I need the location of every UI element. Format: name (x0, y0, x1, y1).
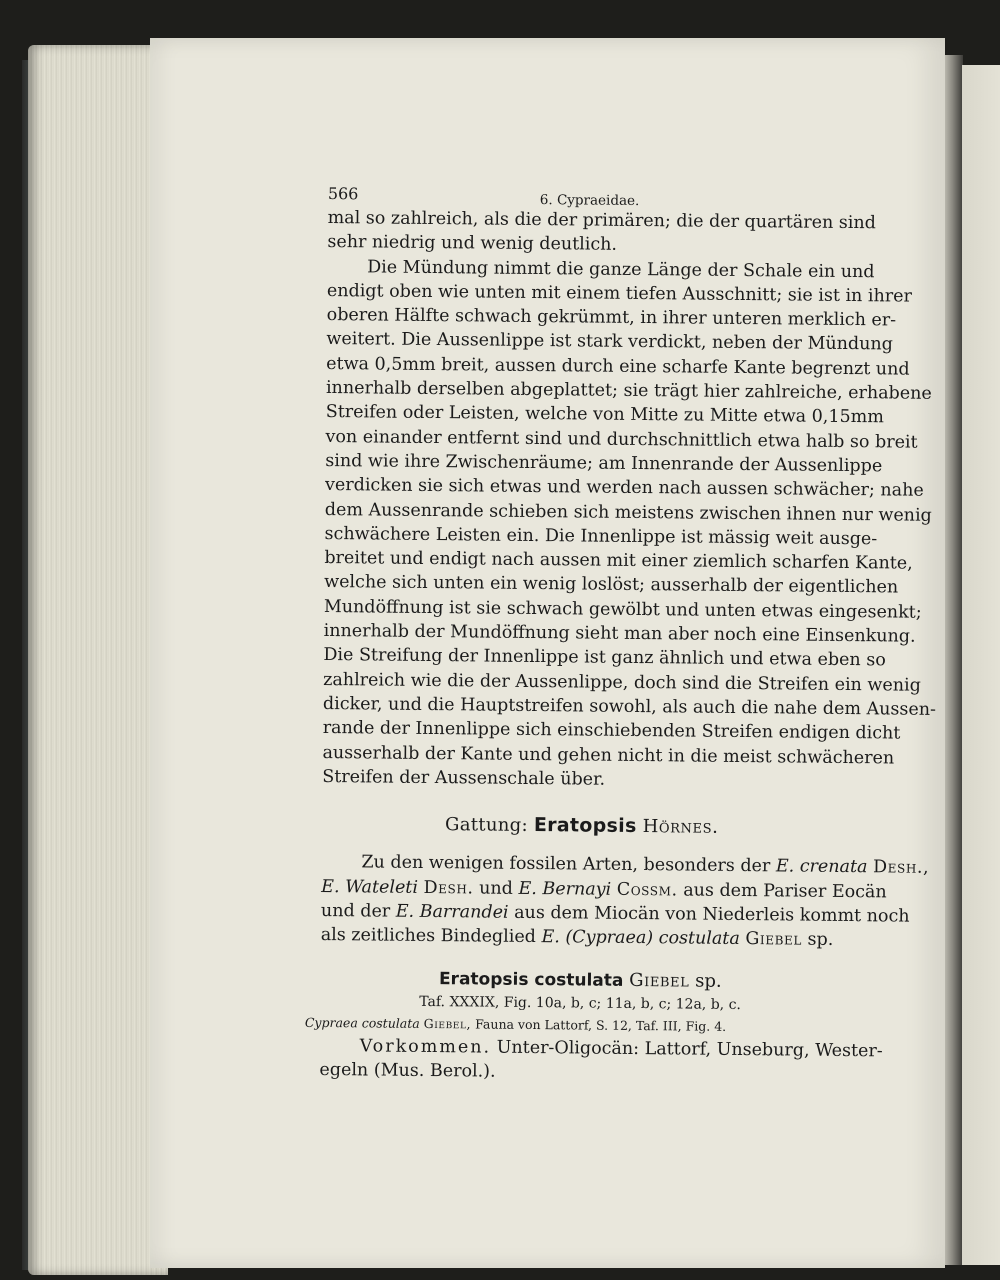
text-span: und der (320, 900, 391, 922)
species-author: Cossm. (616, 879, 678, 901)
text-line: sehr niedrig und wenig deutlich. (327, 232, 618, 256)
species-name: E. Bernayi (518, 878, 612, 900)
text-line: rande der Innenlippe sich einschiebenden Streifen endigen dicht (322, 718, 901, 744)
text-line: mal so zahlreich, als die der primären; die der quartären sind (327, 207, 876, 234)
synonym-author: Giebel, (423, 1015, 472, 1032)
text-line: breitet und endigt nach aussen mit einer ziemlich scharfen Kante, (324, 548, 913, 574)
text-line: welche sich unten ein wenig loslöst; ausserhalb der eigentlichen (324, 572, 899, 598)
species-author: Giebel (745, 929, 803, 950)
species-title-name: Eratopsis costulata (438, 968, 624, 991)
text-line: Streifen oder Leisten, welche von Mitte zu Mitte etwa 0,15mm (325, 402, 884, 428)
genus-name: Eratopsis (533, 814, 637, 838)
text-line (321, 923, 841, 952)
text-line: schwächere Leisten ein. Die Innenlippe ist mässig weit ausge- (324, 523, 878, 550)
facing-page-edge (962, 65, 1000, 1265)
gutter-shadow (945, 55, 963, 1265)
text-line: dicker, und die Hauptstreifen sowohl, als auch die nahe dem Aussen- (322, 693, 937, 720)
text-line: ausserhalb der Kante und gehen nicht in die meist schwächeren (322, 742, 895, 768)
species-name: E. Wateleti (321, 876, 419, 898)
text-span: Zu den wenigen fossilen Arten, besonders der (361, 852, 771, 877)
text-line: oberen Hälfte schwach gekrümmt, in ihrer unteren merklich er- (326, 305, 897, 331)
species-name: E. Barrandei (395, 901, 509, 923)
page-number: 566 (327, 183, 359, 204)
text-line: von einander entfernt sind und durchschnittlich etwa halb so breit (325, 426, 918, 453)
text-line: etwa 0,5mm breit, aussen durch eine scharfe Kante begrenzt und (326, 353, 910, 380)
text-span: und (479, 878, 514, 899)
text-span: aus dem Miocän von Niederleis kommt noch (514, 902, 910, 927)
species-title-author: Giebel (629, 969, 690, 992)
text-line: Streifen der Aussenschale über. (322, 766, 606, 790)
text-line: weitert. Die Aussenlippe ist stark verdickt, neben der Mündung (326, 329, 893, 355)
text-line: dem Aussenrande schieben sich meistens zwischen ihnen nur wenig (324, 499, 932, 526)
text-span: als zeitliches Bindeglied (320, 925, 537, 948)
text-span: aus dem Pariser Eocän (683, 880, 887, 903)
species-author: Desh., (872, 857, 930, 879)
genus-paragraph (320, 850, 930, 952)
species-name: E. crenata (775, 856, 868, 878)
plate-reference: Taf. XXXIX, Fig. 10a, b, c; 11a, b, c; 12a, b, c. (419, 993, 741, 1013)
genus-heading-prefix: Gattung: (445, 814, 528, 837)
occurrence-label: Vorkommen. (359, 1036, 492, 1058)
genus-heading (322, 811, 842, 841)
text-line: verdicken sie sich etwas und werden nach aussen schwächer; nahe (324, 475, 924, 501)
page-header (328, 180, 848, 211)
page-text (304, 180, 937, 1087)
genus-author: Hörnes. (642, 816, 719, 838)
text-line: innerhalb derselben abgeplattet; sie trägt hier zahlreiche, erhabene (325, 378, 932, 404)
species-author: Desh. (423, 877, 474, 899)
running-head: 6. Cypraeidae. (539, 192, 640, 209)
synonym-name: Cypraea costulata (304, 1014, 420, 1031)
text-line: Mundöffnung ist sie schwach gewölbt und unten etwas eingesenkt; (323, 596, 922, 623)
text-line: sind wie ihre Zwischenräume; am Innenrande der Aussenlippe (325, 450, 883, 477)
synonym-reference: Fauna von Lattorf, S. 12, Taf. III, Fig. 4. (475, 1016, 727, 1034)
text-line: zahlreich wie die der Aussenlippe, doch sind die Streifen ein wenig (323, 669, 921, 696)
occurrence-line-2: egeln (Mus. Berol.). (319, 1060, 496, 1082)
species-title-suffix: sp. (695, 970, 722, 992)
page-stack-left (28, 45, 168, 1275)
occurrence-text: Unter-Oligocän: Lattorf, Unseburg, Wester- (496, 1037, 883, 1062)
text-line: Die Mündung nimmt die ganze Länge der Schale ein und (367, 256, 875, 282)
text-line: innerhalb der Mundöffnung sieht man aber noch eine Einsenkung. (323, 621, 916, 647)
text-line: endigt oben wie unten mit einem tiefen Ausschnitt; sie ist in ihrer (326, 280, 912, 307)
species-name: E. (Cypraea) costulata (541, 927, 740, 950)
body-paragraphs (322, 206, 937, 794)
text-span: sp. (807, 929, 834, 951)
text-line: Die Streifung der Innenlippe ist ganz ähnlich und etwa eben so (323, 645, 886, 671)
